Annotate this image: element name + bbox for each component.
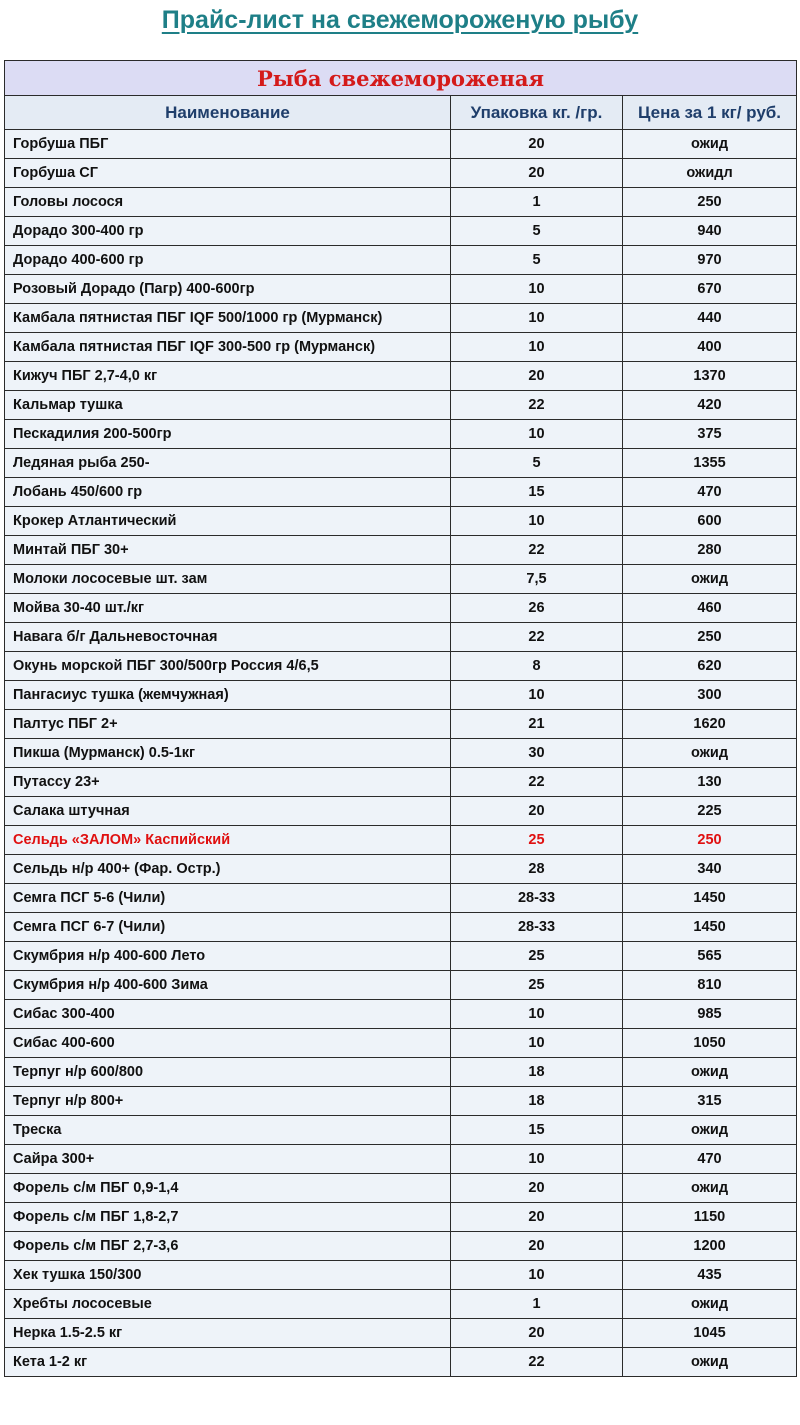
package-cell: 5 [451, 217, 623, 246]
product-name-cell: Скумбрия н/р 400-600 Лето [5, 942, 451, 971]
package-cell: 10 [451, 1145, 623, 1174]
product-name-cell: Форель с/м ПБГ 2,7-3,6 [5, 1232, 451, 1261]
package-cell: 25 [451, 971, 623, 1000]
table-row [5, 1116, 797, 1145]
price-cell: 565 [623, 942, 797, 971]
product-name-cell: Терпуг н/р 600/800 [5, 1058, 451, 1087]
product-name-cell: Пангасиус тушка (жемчужная) [5, 681, 451, 710]
package-cell: 5 [451, 449, 623, 478]
table-row [5, 739, 797, 768]
price-cell: 250 [623, 623, 797, 652]
package-cell: 30 [451, 739, 623, 768]
table-row [5, 826, 797, 855]
table-row [5, 1000, 797, 1029]
table-row [5, 1145, 797, 1174]
product-name-cell: Дорадо 300-400 гр [5, 217, 451, 246]
package-cell: 25 [451, 942, 623, 971]
table-row [5, 652, 797, 681]
product-name-cell: Сибас 400-600 [5, 1029, 451, 1058]
package-cell: 25 [451, 826, 623, 855]
price-cell: 225 [623, 797, 797, 826]
table-row [5, 768, 797, 797]
product-name-cell: Скумбрия н/р 400-600 Зима [5, 971, 451, 1000]
product-name-cell: Сайра 300+ [5, 1145, 451, 1174]
table-row [5, 304, 797, 333]
price-cell: 810 [623, 971, 797, 1000]
table-row [5, 391, 797, 420]
table-row [5, 1232, 797, 1261]
product-name-cell: Ледяная рыба 250- [5, 449, 451, 478]
product-name-cell: Семга ПСГ 6-7 (Чили) [5, 913, 451, 942]
product-name-cell: Хребты лососевые [5, 1290, 451, 1319]
price-cell: 600 [623, 507, 797, 536]
package-cell: 18 [451, 1087, 623, 1116]
product-name-cell: Хек тушка 150/300 [5, 1261, 451, 1290]
column-header-row [5, 96, 797, 130]
table-row [5, 942, 797, 971]
table-row [5, 971, 797, 1000]
price-cell: 460 [623, 594, 797, 623]
package-cell: 15 [451, 1116, 623, 1145]
table-row [5, 246, 797, 275]
package-cell: 20 [451, 362, 623, 391]
price-cell: 300 [623, 681, 797, 710]
column-header-name: Наименование [5, 96, 451, 130]
price-cell: 250 [623, 188, 797, 217]
package-cell: 10 [451, 1029, 623, 1058]
table-row [5, 420, 797, 449]
price-cell: ожид [623, 1058, 797, 1087]
price-cell: 985 [623, 1000, 797, 1029]
package-cell: 10 [451, 333, 623, 362]
package-cell: 26 [451, 594, 623, 623]
price-cell: 420 [623, 391, 797, 420]
price-cell: 670 [623, 275, 797, 304]
price-cell: 400 [623, 333, 797, 362]
package-cell: 10 [451, 1261, 623, 1290]
package-cell: 10 [451, 1000, 623, 1029]
price-cell: 970 [623, 246, 797, 275]
price-cell: 1450 [623, 913, 797, 942]
product-name-cell: Минтай ПБГ 30+ [5, 536, 451, 565]
package-cell: 20 [451, 1203, 623, 1232]
price-cell: 1370 [623, 362, 797, 391]
price-cell: 1355 [623, 449, 797, 478]
table-row [5, 1319, 797, 1348]
price-cell: ожидл [623, 159, 797, 188]
product-name-cell: Нерка 1.5-2.5 кг [5, 1319, 451, 1348]
product-name-cell: Форель с/м ПБГ 1,8-2,7 [5, 1203, 451, 1232]
product-name-cell: Терпуг н/р 800+ [5, 1087, 451, 1116]
package-cell: 10 [451, 275, 623, 304]
product-name-cell: Камбала пятнистая ПБГ IQF 500/1000 гр (Мурманск) [5, 304, 451, 333]
price-cell: 940 [623, 217, 797, 246]
price-cell: 1150 [623, 1203, 797, 1232]
price-cell: 340 [623, 855, 797, 884]
product-name-cell: Палтус ПБГ 2+ [5, 710, 451, 739]
price-cell: 620 [623, 652, 797, 681]
package-cell: 22 [451, 391, 623, 420]
price-cell: ожид [623, 1174, 797, 1203]
product-name-cell: Горбуша СГ [5, 159, 451, 188]
package-cell: 20 [451, 1174, 623, 1203]
product-name-cell: Дорадо 400-600 гр [5, 246, 451, 275]
package-cell: 20 [451, 1232, 623, 1261]
package-cell: 5 [451, 246, 623, 275]
table-row [5, 1058, 797, 1087]
package-cell: 21 [451, 710, 623, 739]
price-cell: ожид [623, 1116, 797, 1145]
product-name-cell: Камбала пятнистая ПБГ IQF 300-500 гр (Мурманск) [5, 333, 451, 362]
package-cell: 10 [451, 304, 623, 333]
product-name-cell: Сибас 300-400 [5, 1000, 451, 1029]
table-row [5, 797, 797, 826]
price-cell: 250 [623, 826, 797, 855]
table-row [5, 1348, 797, 1377]
product-name-cell: Кальмар тушка [5, 391, 451, 420]
table-row [5, 507, 797, 536]
package-cell: 22 [451, 536, 623, 565]
table-row [5, 594, 797, 623]
product-name-cell: Пикша (Мурманск) 0.5-1кг [5, 739, 451, 768]
table-row [5, 1029, 797, 1058]
package-cell: 1 [451, 1290, 623, 1319]
price-cell: ожид [623, 130, 797, 159]
table-row [5, 333, 797, 362]
table-row [5, 884, 797, 913]
table-row [5, 710, 797, 739]
price-cell: 1450 [623, 884, 797, 913]
package-cell: 1 [451, 188, 623, 217]
table-row [5, 130, 797, 159]
page-title: Прайс-лист на свежемороженую рыбу [161, 6, 639, 34]
table-row [5, 1261, 797, 1290]
product-name-cell: Розовый Дорадо (Пагр) 400-600гр [5, 275, 451, 304]
price-cell: 375 [623, 420, 797, 449]
package-cell: 10 [451, 420, 623, 449]
table-row [5, 681, 797, 710]
table-row [5, 478, 797, 507]
table-row [5, 855, 797, 884]
package-cell: 20 [451, 797, 623, 826]
package-cell: 28 [451, 855, 623, 884]
price-cell: 315 [623, 1087, 797, 1116]
package-cell: 10 [451, 507, 623, 536]
product-name-cell: Треска [5, 1116, 451, 1145]
package-cell: 20 [451, 130, 623, 159]
table-row [5, 536, 797, 565]
page-header [0, 0, 800, 52]
table-row [5, 188, 797, 217]
product-name-cell: Семга ПСГ 5-6 (Чили) [5, 884, 451, 913]
package-cell: 15 [451, 478, 623, 507]
price-cell: 470 [623, 478, 797, 507]
package-cell: 22 [451, 768, 623, 797]
table-row [5, 1203, 797, 1232]
package-cell: 20 [451, 159, 623, 188]
product-name-cell: Форель с/м ПБГ 0,9-1,4 [5, 1174, 451, 1203]
section-title: Рыба свежемороженая [5, 61, 797, 96]
product-name-cell: Кета 1-2 кг [5, 1348, 451, 1377]
price-cell: 1200 [623, 1232, 797, 1261]
section-header-row [5, 61, 797, 96]
table-row [5, 1290, 797, 1319]
table-row [5, 1087, 797, 1116]
product-name-cell: Кижуч ПБГ 2,7-4,0 кг [5, 362, 451, 391]
price-cell: ожид [623, 1348, 797, 1377]
package-cell: 10 [451, 681, 623, 710]
package-cell: 18 [451, 1058, 623, 1087]
table-row [5, 913, 797, 942]
table-body [5, 130, 797, 1377]
package-cell: 7,5 [451, 565, 623, 594]
column-header-pack: Упаковка кг. /гр. [451, 96, 623, 130]
price-cell: 440 [623, 304, 797, 333]
product-name-cell: Окунь морской ПБГ 300/500гр Россия 4/6,5 [5, 652, 451, 681]
package-cell: 28-33 [451, 884, 623, 913]
price-cell: 280 [623, 536, 797, 565]
product-name-cell: Салака штучная [5, 797, 451, 826]
package-cell: 8 [451, 652, 623, 681]
product-name-cell: Пескадилия 200-500гр [5, 420, 451, 449]
table-row [5, 449, 797, 478]
product-name-cell: Молоки лососевые шт. зам [5, 565, 451, 594]
price-cell: 470 [623, 1145, 797, 1174]
product-name-cell: Мойва 30-40 шт./кг [5, 594, 451, 623]
product-name-cell: Горбуша ПБГ [5, 130, 451, 159]
price-cell: 435 [623, 1261, 797, 1290]
package-cell: 22 [451, 1348, 623, 1377]
price-cell: ожид [623, 1290, 797, 1319]
table-row [5, 275, 797, 304]
product-name-cell: Сельдь н/р 400+ (Фар. Остр.) [5, 855, 451, 884]
product-name-cell: Сельдь «ЗАЛОМ» Каспийский [5, 826, 451, 855]
table-row [5, 217, 797, 246]
table-row [5, 1174, 797, 1203]
product-name-cell: Путассу 23+ [5, 768, 451, 797]
table-row [5, 623, 797, 652]
package-cell: 20 [451, 1319, 623, 1348]
price-cell: ожид [623, 739, 797, 768]
package-cell: 28-33 [451, 913, 623, 942]
price-cell: ожид [623, 565, 797, 594]
table-row [5, 362, 797, 391]
product-name-cell: Лобань 450/600 гр [5, 478, 451, 507]
price-cell: 1050 [623, 1029, 797, 1058]
product-name-cell: Крокер Атлантический [5, 507, 451, 536]
product-name-cell: Навага б/г Дальневосточная [5, 623, 451, 652]
table-row [5, 565, 797, 594]
price-cell: 1045 [623, 1319, 797, 1348]
product-name-cell: Головы лосося [5, 188, 451, 217]
price-cell: 130 [623, 768, 797, 797]
price-cell: 1620 [623, 710, 797, 739]
price-table [4, 60, 797, 1377]
table-row [5, 159, 797, 188]
package-cell: 22 [451, 623, 623, 652]
column-header-price: Цена за 1 кг/ руб. [623, 96, 797, 130]
